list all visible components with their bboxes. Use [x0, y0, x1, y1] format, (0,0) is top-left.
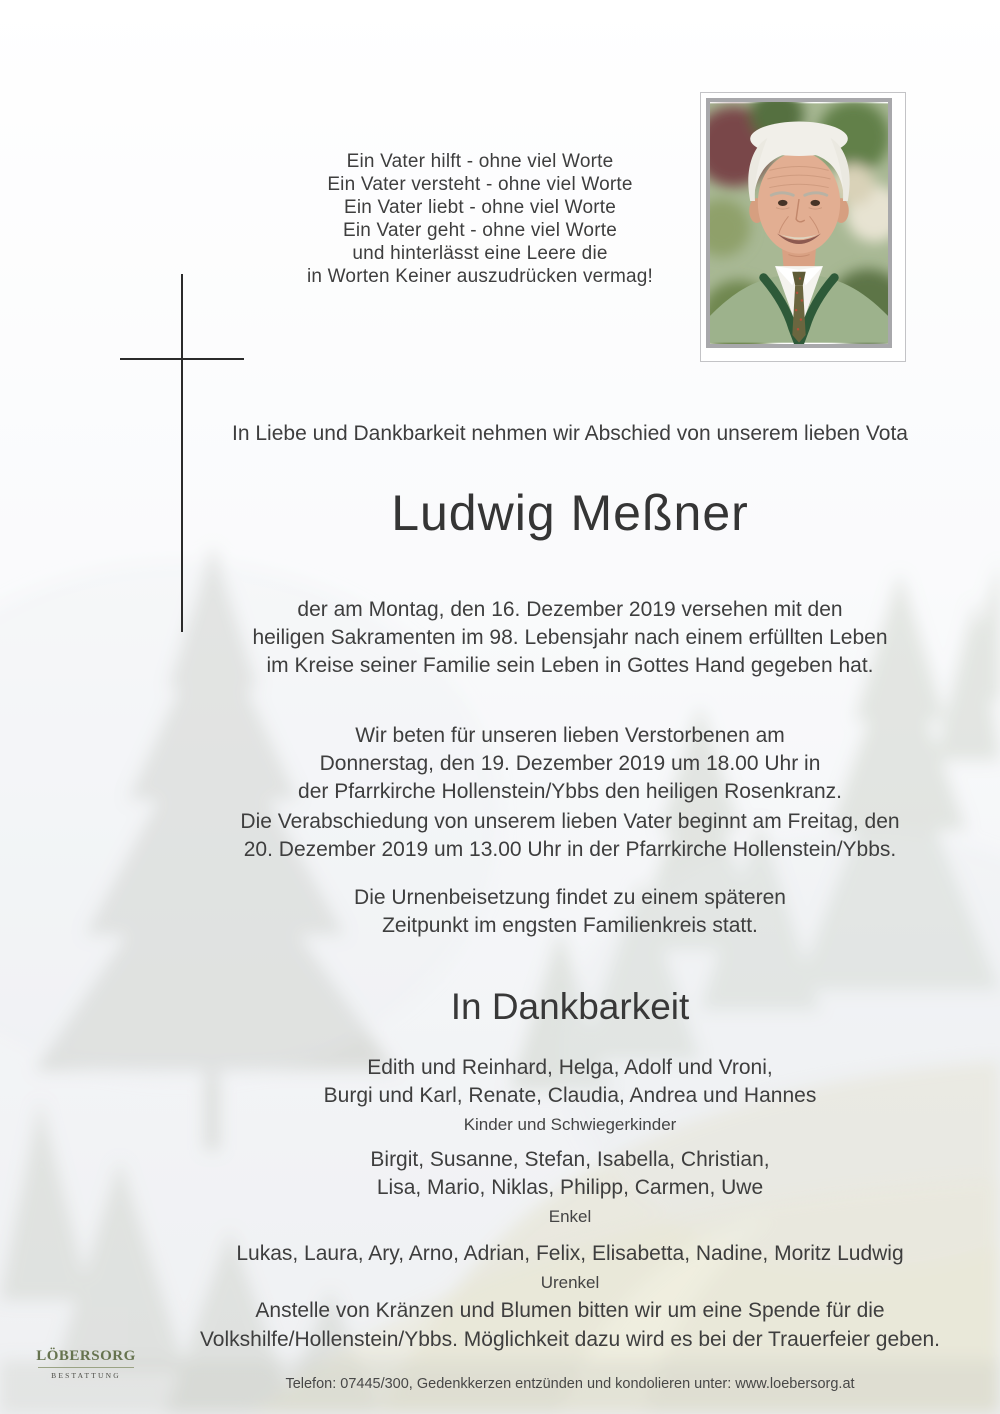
- portrait-photo: [700, 92, 906, 362]
- poem-line: in Worten Keiner auszudrücken vermag!: [306, 266, 654, 287]
- cross-vertical-line: [181, 274, 183, 632]
- text-line: Anstelle von Kränzen und Blumen bitten wir um eine Spende für die: [255, 1299, 885, 1322]
- text-line: heiligen Sakramenten im 98. Lebensjahr nach einem erfüllten Leben: [252, 626, 888, 649]
- text-line: Volkshilfe/Hollenstein/Ybbs. Möglichkeit dazu wird es bei der Trauerfeier geben.: [199, 1328, 941, 1351]
- donation-note: [70, 1296, 1000, 1354]
- text-line: Wir beten für unseren lieben Verstorbenen am: [355, 724, 785, 747]
- text-line: Die Urnenbeisetzung findet zu einem späteren: [354, 886, 786, 909]
- poem-line: Ein Vater liebt - ohne viel Worte: [343, 197, 617, 218]
- farewell-intro-line: In Liebe und Dankbarkeit nehmen wir Abschied von unserem lieben Vota: [232, 422, 908, 445]
- family-role-label: Enkel: [548, 1207, 592, 1226]
- funeral-home-logo: [28, 1348, 144, 1380]
- funeral-home-subtitle: BESTATTUNG: [51, 1371, 121, 1380]
- text-line: im Kreise seiner Familie sein Leben in Gottes Hand gegeben hat.: [266, 654, 874, 677]
- poem-line: Ein Vater hilft - ohne viel Worte: [346, 151, 614, 172]
- contact-info-line: Telefon: 07445/300, Gedenkkerzen entzünden und kondolieren unter: www.loebersorg.at: [285, 1376, 855, 1392]
- names-line: Lisa, Mario, Niklas, Philipp, Carmen, Uwe: [376, 1176, 764, 1199]
- text-line: der Pfarrkirche Hollenstein/Ybbs den heiligen Rosenkranz.: [298, 780, 842, 803]
- deceased-name: Ludwig Meßner: [391, 485, 749, 541]
- funeral-home-name: LÖBERSORG: [36, 1348, 136, 1364]
- cross-horizontal-line: [120, 358, 244, 360]
- family-group-children: [70, 1054, 1000, 1136]
- text-line: Zeitpunkt im engsten Familienkreis statt.: [382, 914, 758, 937]
- rosary-paragraph: [70, 722, 1000, 806]
- farewell-service-paragraph: [70, 808, 1000, 864]
- text-line: der am Montag, den 16. Dezember 2019 versehen mit den: [297, 598, 843, 621]
- family-group-great-grandchildren: [70, 1240, 1000, 1294]
- portrait-photo-inner: [706, 98, 892, 348]
- poem-line: Ein Vater versteht - ohne viel Worte: [327, 174, 633, 195]
- names-line: Edith und Reinhard, Helga, Adolf und Vroni,: [367, 1056, 773, 1079]
- names-line: Lukas, Laura, Ary, Arno, Adrian, Felix, Elisabetta, Nadine, Moritz Ludwig: [236, 1242, 904, 1265]
- names-line: Birgit, Susanne, Stefan, Isabella, Christian,: [370, 1148, 770, 1171]
- text-line: Die Verabschiedung von unserem lieben Vater beginnt am Freitag, den: [240, 810, 900, 833]
- urn-burial-paragraph: [70, 884, 1000, 940]
- death-announcement-paragraph: [70, 596, 1000, 680]
- poem-line: Ein Vater geht - ohne viel Worte: [343, 220, 617, 241]
- text-line: Donnerstag, den 19. Dezember 2019 um 18.00 Uhr in: [319, 752, 821, 775]
- names-line: Burgi und Karl, Renate, Claudia, Andrea und Hannes: [323, 1084, 817, 1107]
- portrait-illustration: [710, 102, 888, 344]
- family-group-grandchildren: [70, 1146, 1000, 1228]
- logo-divider-line: [38, 1367, 134, 1368]
- text-line: 20. Dezember 2019 um 13.00 Uhr in der Pfarrkirche Hollenstein/Ybbs.: [243, 838, 897, 861]
- family-role-label: Urenkel: [540, 1273, 600, 1292]
- gratitude-heading: In Dankbarkeit: [450, 986, 690, 1027]
- poem-line: und hinterlässt eine Leere die: [352, 243, 608, 264]
- family-role-label: Kinder und Schwiegerkinder: [463, 1115, 677, 1134]
